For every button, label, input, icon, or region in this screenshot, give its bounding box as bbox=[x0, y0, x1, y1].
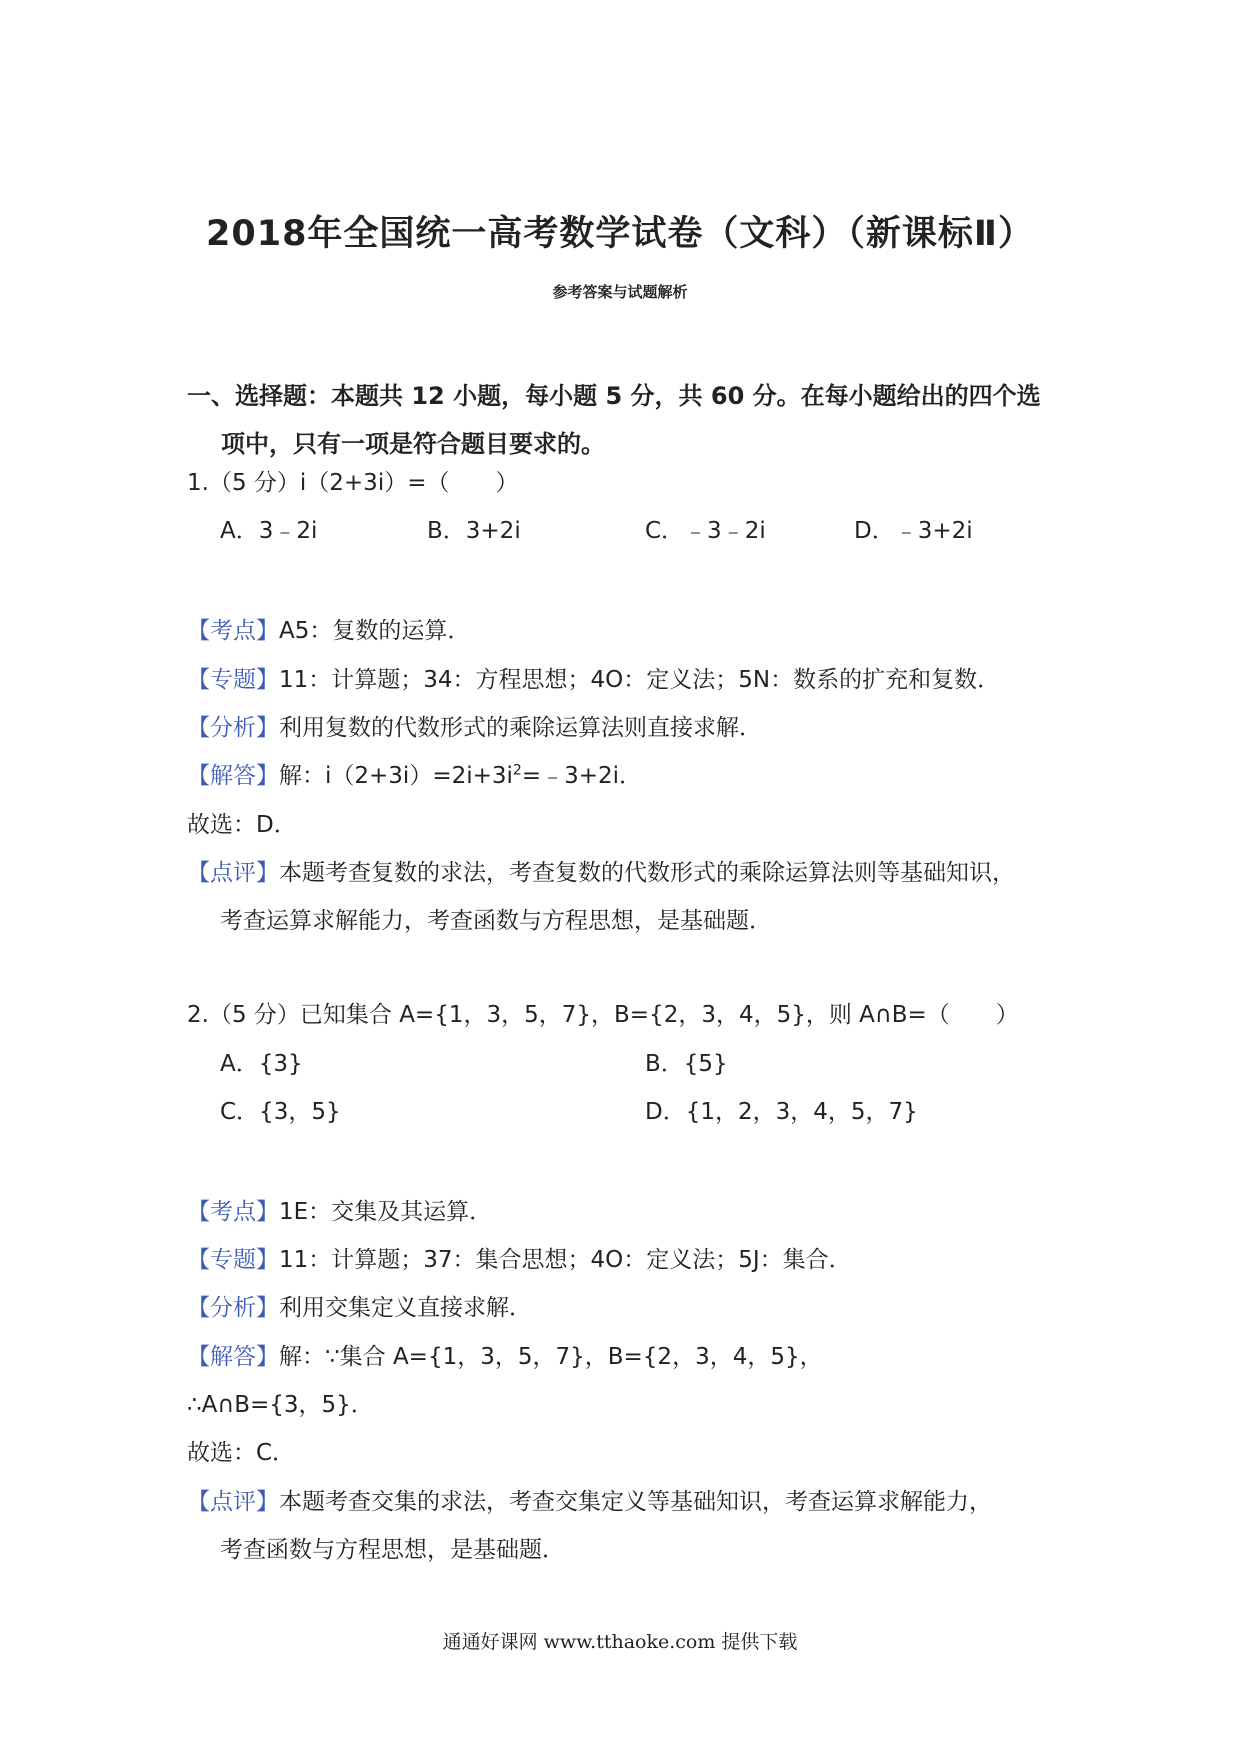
q2-zhuanti-text: 11：计算题；37：集合思想；4O：定义法；5J：集合． bbox=[279, 1247, 852, 1273]
q2-jieda-line2: ∴A∩B={3，5}． bbox=[187, 1392, 374, 1418]
q1-option-d: D．﹣3+2i bbox=[854, 518, 973, 544]
q2-kaodian-tag: 【考点】 bbox=[187, 1199, 279, 1225]
q2-fenxi-text: 利用交集定义直接求解． bbox=[279, 1295, 532, 1321]
q1-fenxi bbox=[187, 713, 762, 743]
q1-dianping-text: 本题考查复数的求法，考查复数的代数形式的乘除运算法则等基础知识， bbox=[279, 860, 1015, 886]
q2-dianping-tag: 【点评】 bbox=[187, 1489, 279, 1515]
q1-dianping bbox=[187, 858, 1015, 888]
page-title: 2018年全国统一高考数学试卷（文科）（新课标Ⅱ） bbox=[206, 214, 1034, 254]
q2-fenxi-tag: 【分析】 bbox=[187, 1295, 279, 1321]
q2-zhuanti bbox=[187, 1245, 852, 1275]
q1-jieda bbox=[187, 761, 642, 791]
q1-fenxi-tag: 【分析】 bbox=[187, 715, 279, 741]
q1-zhuanti bbox=[187, 665, 1000, 695]
q1-dianping-line2: 考查运算求解能力，考查函数与方程思想，是基础题． bbox=[220, 908, 772, 934]
q1-option-c: C．﹣3﹣2i bbox=[645, 518, 766, 544]
q1-jieda-tag: 【解答】 bbox=[187, 763, 279, 789]
q2-stem: 2.（5 分）已知集合 A={1，3，5，7}，B={2，3，4，5}，则 A∩B=（ ） bbox=[187, 1002, 1019, 1028]
q2-answer: 故选：C． bbox=[187, 1440, 296, 1466]
section-heading-line1: 一、选择题：本题共 12 小题，每小题 5 分，共 60 分。在每小题给出的四个选 bbox=[187, 382, 1041, 410]
q2-option-c: C．{3，5} bbox=[220, 1099, 341, 1125]
q1-zhuanti-text: 11：计算题；34：方程思想；4O：定义法；5N：数系的扩充和复数． bbox=[279, 667, 1001, 693]
q2-zhuanti-tag: 【专题】 bbox=[187, 1247, 279, 1273]
q1-jieda-text: 解：i（2+3i）=2i+3i bbox=[279, 763, 513, 789]
section-heading-line2: 项中，只有一项是符合题目要求的。 bbox=[221, 430, 605, 458]
section-heading bbox=[187, 372, 1087, 468]
q1-answer: 故选：D． bbox=[187, 812, 297, 838]
q2-jieda-tag: 【解答】 bbox=[187, 1344, 279, 1370]
q1-stem: 1.（5 分）i（2+3i）=（ ） bbox=[187, 470, 519, 496]
q2-jieda bbox=[187, 1342, 823, 1372]
q1-option-b: B．3+2i bbox=[427, 518, 521, 544]
q1-jieda-result: =﹣3+2i． bbox=[521, 763, 643, 789]
q1-kaodian bbox=[187, 616, 470, 646]
q1-option-a: A．3﹣2i bbox=[220, 518, 318, 544]
q2-option-a: A．{3} bbox=[220, 1051, 303, 1077]
q2-dianping bbox=[187, 1487, 992, 1517]
q1-jieda-exponent: 2 bbox=[512, 762, 522, 779]
q1-dianping-tag: 【点评】 bbox=[187, 860, 279, 886]
q1-zhuanti-tag: 【专题】 bbox=[187, 667, 279, 693]
page-footer: 通通好课网 www.tthaoke.com 提供下载 bbox=[442, 1631, 798, 1653]
q1-kaodian-text: A5：复数的运算． bbox=[279, 618, 471, 644]
q2-option-d: D．{1，2，3，4，5，7} bbox=[645, 1099, 918, 1125]
q2-dianping-text: 本题考查交集的求法，考查交集定义等基础知识，考查运算求解能力， bbox=[279, 1489, 992, 1515]
q2-kaodian-text: 1E：交集及其运算． bbox=[279, 1199, 493, 1225]
q2-dianping-line2: 考查函数与方程思想，是基础题． bbox=[220, 1537, 565, 1563]
q2-kaodian bbox=[187, 1197, 492, 1227]
q1-kaodian-tag: 【考点】 bbox=[187, 618, 279, 644]
page-subtitle: 参考答案与试题解析 bbox=[552, 283, 688, 301]
q2-fenxi bbox=[187, 1293, 532, 1323]
q1-fenxi-text: 利用复数的代数形式的乘除运算法则直接求解． bbox=[279, 715, 762, 741]
q2-jieda-text: 解：∵集合 A={1，3，5，7}，B={2，3，4，5}， bbox=[279, 1344, 823, 1370]
q2-option-b: B．{5} bbox=[645, 1051, 728, 1077]
